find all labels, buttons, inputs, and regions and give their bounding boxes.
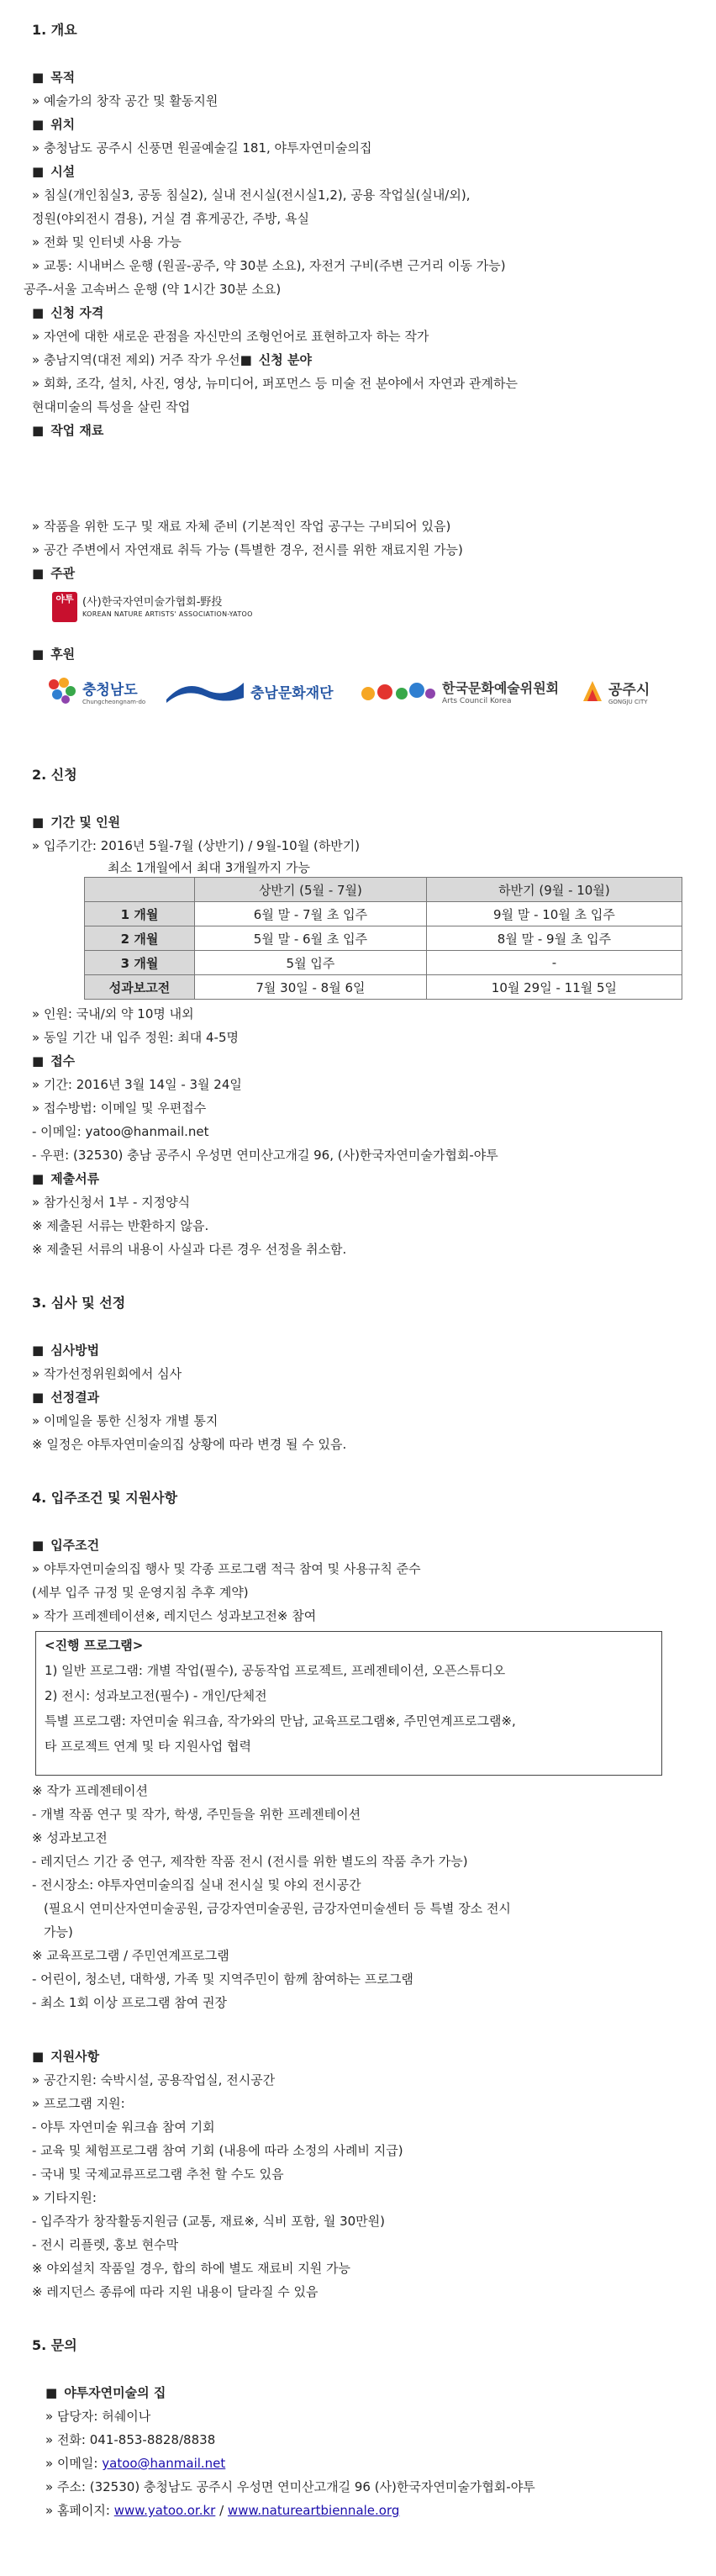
note-line-4: - 레지던스 기간 중 연구, 제작한 작품 전시 (전시를 위한 별도의 작품 추가 가능) (32, 1854, 468, 1869)
period-line-1: » 입주기간: 2016년 5월-7월 (상반기) / 9월-10월 (하반기) (32, 838, 361, 853)
result-line-2: ※ 일정은 야투자연미술의집 상황에 따라 변경 될 수 있음. (32, 1437, 347, 1452)
table-header-row (85, 878, 682, 902)
table-cell: 9월 말 - 10월 초 입주 (426, 902, 682, 926)
table-cell: - (426, 951, 682, 975)
receipt-line-1: » 기간: 2016년 3월 14일 - 3월 24일 (32, 1077, 242, 1092)
sponsor-logo-chungnam (45, 673, 145, 710)
facility-line-3: » 전화 및 인터넷 사용 가능 (32, 235, 182, 250)
people-line-2: » 동일 기간 내 입주 정원: 최대 4-5명 (32, 1030, 239, 1045)
review-method-heading: ■ 심사방법 (32, 1342, 99, 1359)
homepage-separator: / (215, 2503, 228, 2518)
contact-homepage-label: » 홈페이지: (45, 2503, 114, 2518)
note-line-6: (필요시 연미산자연미술공원, 금강자연미술공원, 금강자연미술센터 등 특별 장소 전시 (44, 1901, 511, 1916)
support-line-7: - 입주작가 창작활동지원금 (교통, 재료※, 식비 포함, 월 30만원) (32, 2214, 386, 2229)
qualification-line-2-text: » 충남지역(대전 제외) 거주 작가 우선 (32, 352, 240, 367)
facility-heading: ■ 시설 (32, 163, 75, 180)
qualification-line-2 (32, 351, 312, 368)
contact-person: » 담당자: 허쉐이나 (45, 2409, 151, 2424)
sponsor-4-name: 공주시 (608, 681, 650, 699)
table-cell: 5월 말 - 6월 초 입주 (195, 926, 427, 951)
gongju-emblem-icon (580, 678, 605, 705)
section-1-title: 1. 개요 (32, 22, 77, 38)
table-row (85, 902, 682, 926)
location-line: » 충청남도 공주시 신풍면 원골예술길 181, 야투자연미술의집 (32, 140, 372, 156)
condition-line-3: » 작가 프레젠테이션※, 레지던스 성과보고전※ 참여 (32, 1608, 317, 1623)
material-line-2: » 공간 주변에서 자연재료 취득 가능 (특별한 경우, 전시를 위한 재료지원 가능) (32, 542, 463, 557)
material-line-1: » 작품을 위한 도구 및 재료 자체 준비 (기본적인 작업 공구는 구비되어 있음) (32, 519, 451, 534)
sponsor-logo-arko (360, 673, 559, 710)
note-line-8: ※ 교육프로그램 / 주민연계프로그램 (32, 1948, 229, 1963)
documents-heading: ■ 제출서류 (32, 1170, 99, 1187)
qualification-line-4: 현대미술의 특성을 살린 작업 (32, 399, 191, 414)
purpose-line: » 예술가의 창작 공간 및 활동지원 (32, 93, 218, 108)
table-row-header: 2 개월 (85, 926, 195, 951)
support-line-4: - 교육 및 체험프로그램 참여 기회 (내용에 따라 소정의 사례비 지급) (32, 2143, 403, 2158)
receipt-line-4: - 우편: (32530) 충남 공주시 우성면 연미산고개길 96, (사)한국자연미술가협회-야투 (32, 1148, 498, 1163)
table-header-cell: 하반기 (9월 - 10월) (426, 878, 682, 902)
support-line-2: » 프로그램 지원: (32, 2096, 125, 2111)
table-row (85, 975, 682, 1000)
material-heading: ■ 작업 재료 (32, 422, 103, 439)
contact-address: » 주소: (32530) 충청남도 공주시 우성면 연미산고개길 96 (사)한국자연미술가협회-야투 (45, 2479, 535, 2494)
host-logo-mark: 야투 (52, 592, 77, 622)
qualification-line-3: » 회화, 조각, 설치, 사진, 영상, 뉴미디어, 퍼포먼스 등 미술 전 분야에서 자연과 관계하는 (32, 376, 518, 391)
people-line-1: » 인원: 국내/외 약 10명 내외 (32, 1006, 194, 1021)
facility-line-4: » 교통: 시내버스 운행 (원골-공주, 약 30분 소요), 자전거 구비(주변 근거리 이동 가능) (32, 258, 506, 273)
support-line-1: » 공간지원: 숙박시설, 공용작업실, 전시공간 (32, 2072, 276, 2088)
contact-homepage (45, 2502, 399, 2519)
email-link[interactable]: yatoo@hanmail.net (102, 2456, 226, 2471)
review-method-line: » 작가선정위원회에서 심사 (32, 1366, 182, 1381)
sponsor-logo-gongju (580, 673, 650, 710)
contact-email (45, 2455, 225, 2472)
support-line-8: - 전시 리플렛, 홍보 현수막 (32, 2237, 179, 2252)
purpose-heading: ■ 목적 (32, 69, 75, 86)
section-3-title: 3. 심사 및 선정 (32, 1295, 126, 1311)
homepage-link-yatoo[interactable]: www.yatoo.or.kr (113, 2503, 216, 2518)
table-header-cell (85, 878, 195, 902)
host-logo-korean: (사)한국자연미술가협회-野投 (82, 595, 223, 609)
table-cell: 7월 30일 - 8월 6일 (195, 975, 427, 1000)
support-line-5: - 국내 및 국제교류프로그램 추천 할 수도 있음 (32, 2167, 284, 2182)
program-box-title: <진행 프로그램> (45, 1638, 144, 1653)
contact-org-heading: ■ 야투자연미술의 집 (45, 2384, 166, 2401)
support-line-10: ※ 레지던스 종류에 따라 지원 내용이 달라질 수 있음 (32, 2284, 319, 2299)
documents-line-3: ※ 제출된 서류의 내용이 사실과 다른 경우 선정을 취소함. (32, 1242, 347, 1257)
section-2-title: 2. 신청 (32, 767, 77, 783)
program-box-line-1: 1) 일반 프로그램: 개별 작업(필수), 공동작업 프로젝트, 프레젠테이션, 오픈스튜디오 (45, 1663, 506, 1678)
program-box-line-2: 2) 전시: 성과보고전(필수) - 개인/단체전 (45, 1688, 267, 1703)
period-heading: ■ 기간 및 인원 (32, 814, 120, 831)
facility-line-1: » 침실(개인침실3, 공동 침실2), 실내 전시실(전시실1,2), 공용 작업실(실내/외), (32, 187, 471, 203)
condition-line-2: (세부 입주 규정 및 운영지침 추후 계약) (32, 1585, 249, 1600)
documents-line-2: ※ 제출된 서류는 반환하지 않음. (32, 1218, 209, 1233)
field-heading: ■ 신청 분야 (240, 352, 312, 367)
note-line-1: ※ 작가 프레젠테이션 (32, 1783, 149, 1798)
table-cell: 5월 입주 (195, 951, 427, 975)
support-line-9: ※ 야외설치 작품일 경우, 합의 하에 별도 재료비 지원 가능 (32, 2261, 351, 2276)
contact-email-label: » 이메일: (45, 2456, 103, 2471)
qualification-line-1: » 자연에 대한 새로운 관점을 자신만의 조형언어로 표현하고자 하는 작가 (32, 329, 429, 344)
sponsor-logo-foundation (165, 673, 334, 710)
sponsor-heading: ■ 후원 (32, 646, 75, 662)
section-4-title: 4. 입주조건 및 지원사항 (32, 1490, 178, 1506)
sponsor-1-name: 충청남도 (82, 681, 138, 699)
homepage-link-biennale[interactable]: www.natureartbiennale.org (227, 2503, 400, 2518)
period-line-2: 최소 1개월에서 최대 3개월까지 가능 (108, 860, 311, 875)
sponsor-1-english: Chungcheongnam-do (82, 698, 146, 705)
receipt-line-3: - 이메일: yatoo@hanmail.net (32, 1124, 209, 1139)
schedule-table (84, 877, 682, 1000)
facility-line-5: 공주-서울 고속버스 운행 (약 1시간 30분 소요) (24, 282, 282, 297)
support-line-3: - 야투 자연미술 워크숍 참여 기회 (32, 2119, 215, 2135)
documents-line-1: » 참가신청서 1부 - 지정양식 (32, 1195, 191, 1210)
support-line-6: » 기타지원: (32, 2190, 97, 2205)
host-logo-english: KOREAN NATURE ARTISTS' ASSOCIATION-YATOO (82, 610, 253, 618)
table-cell: 10월 29일 - 11월 5일 (426, 975, 682, 1000)
receipt-line-2: » 접수방법: 이메일 및 우편접수 (32, 1101, 207, 1116)
result-heading: ■ 선정결과 (32, 1389, 99, 1406)
sponsor-3-name: 한국문화예술위원회 (442, 679, 560, 696)
table-cell: 8월 말 - 9월 초 입주 (426, 926, 682, 951)
section-5-title: 5. 문의 (32, 2337, 77, 2353)
host-logo (52, 590, 253, 624)
note-line-2: - 개별 작품 연구 및 작가, 학생, 주민들을 위한 프레젠테이션 (32, 1807, 361, 1822)
host-heading: ■ 주관 (32, 565, 75, 582)
arko-emblem-icon (360, 678, 437, 704)
table-row (85, 926, 682, 951)
note-line-3: ※ 성과보고전 (32, 1830, 108, 1845)
program-box-line-3: 특별 프로그램: 자연미술 워크숍, 작가와의 만남, 교육프로그램※, 주민연계프로그램※, (45, 1713, 516, 1729)
note-line-5: - 전시장소: 야투자연미술의집 실내 전시실 및 야외 전시공간 (32, 1877, 361, 1892)
chungnam-emblem-icon (45, 676, 79, 706)
table-header-cell: 상반기 (5월 - 7월) (195, 878, 427, 902)
foundation-emblem-icon (165, 678, 245, 705)
qualification-heading: ■ 신청 자격 (32, 304, 103, 321)
result-line-1: » 이메일을 통한 신청자 개별 통지 (32, 1413, 218, 1428)
note-line-9: - 어린이, 청소년, 대학생, 가족 및 지역주민이 함께 참여하는 프로그램 (32, 1972, 413, 1987)
condition-heading: ■ 입주조건 (32, 1537, 99, 1554)
table-row-header: 3 개월 (85, 951, 195, 975)
table-cell: 6월 말 - 7월 초 입주 (195, 902, 427, 926)
receipt-heading: ■ 접수 (32, 1053, 75, 1069)
table-row (85, 951, 682, 975)
sponsor-2-name: 충남문화재단 (250, 684, 334, 702)
note-line-7: 가능) (44, 1924, 73, 1940)
program-box (35, 1631, 662, 1776)
table-row-header: 1 개월 (85, 902, 195, 926)
table-row-header: 성과보고전 (85, 975, 195, 1000)
sponsor-3-english: Arts Council Korea (442, 696, 512, 705)
contact-phone: » 전화: 041-853-8828/8838 (45, 2432, 216, 2447)
location-heading: ■ 위치 (32, 116, 75, 133)
program-box-line-4: 타 프로젝트 연계 및 타 지원사업 협력 (45, 1739, 251, 1754)
support-heading: ■ 지원사항 (32, 2048, 99, 2065)
condition-line-1: » 야투자연미술의집 행사 및 각종 프로그램 적극 참여 및 사용규칙 준수 (32, 1561, 421, 1576)
sponsor-4-english: GONGJU CITY (608, 698, 648, 705)
note-line-10: - 최소 1회 이상 프로그램 참여 권장 (32, 1995, 227, 2010)
facility-line-2: 정원(야외전시 겸용), 거실 겸 휴게공간, 주방, 욕실 (32, 211, 309, 226)
